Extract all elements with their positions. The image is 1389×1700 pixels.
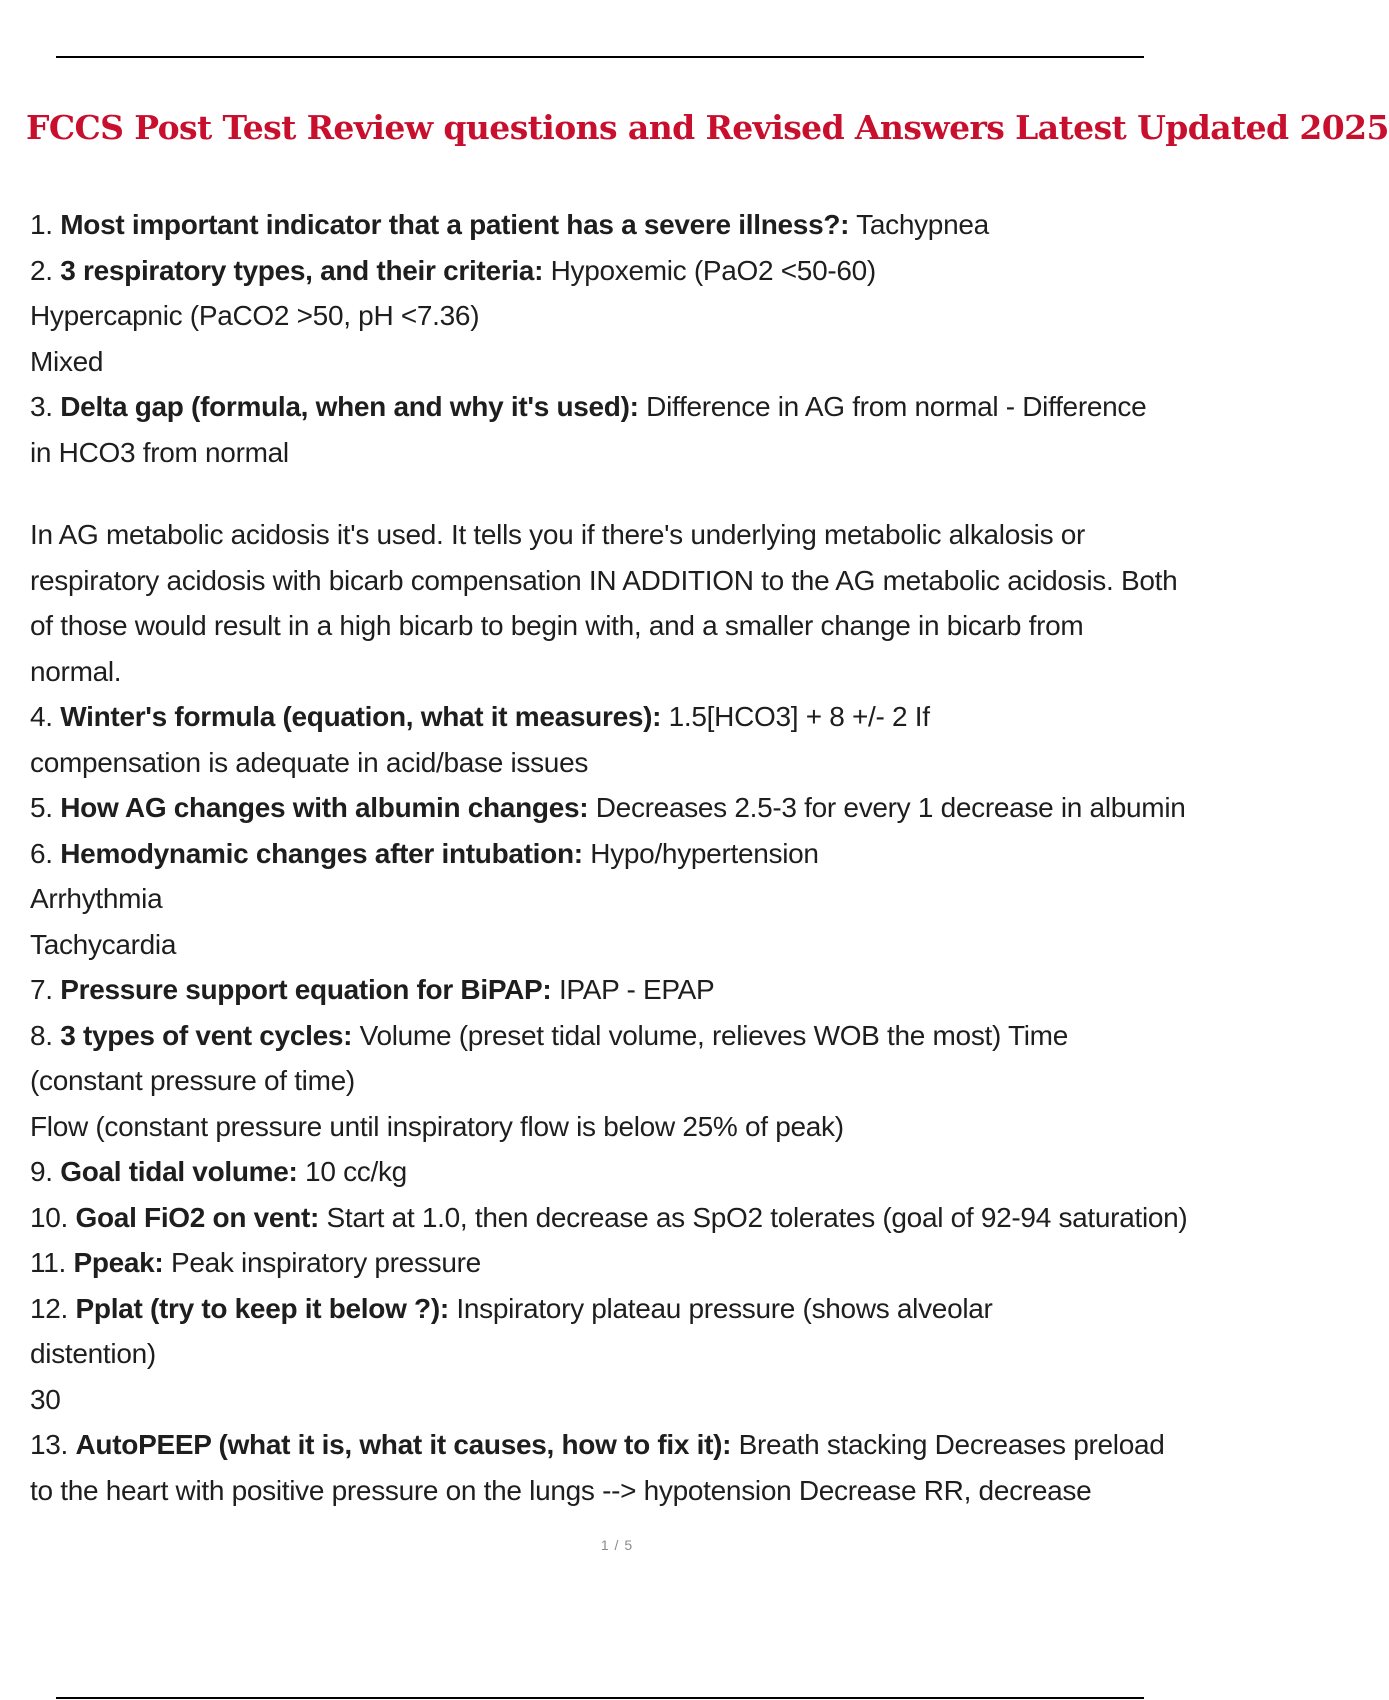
qa-item-5: [30, 785, 1200, 831]
qa-item-1: [30, 202, 1200, 248]
question: 3 respiratory types, and their criteria:: [60, 254, 544, 286]
answer: Difference in AG from normal - Difference: [646, 391, 1147, 422]
answer: Hypoxemic (PaO2 <50-60): [550, 254, 876, 286]
qa-item-2: [30, 248, 1200, 294]
answer-line: normal.: [30, 655, 122, 687]
answer-line: 30: [30, 1383, 61, 1415]
answer-line: of those would result in a high bicarb to begin with, and a smaller change in bicarb from: [30, 610, 1084, 641]
item-number: 4.: [30, 701, 53, 732]
qa-item-11: [30, 1240, 1200, 1286]
question: AutoPEEP (what it is, what it causes, how to fix it):: [75, 1429, 732, 1460]
qa-item-7: [30, 967, 1200, 1013]
answer: IPAP - EPAP: [558, 974, 715, 1005]
qa-item-12: [30, 1286, 1200, 1332]
bottom-rule: [56, 1697, 1144, 1699]
answer-line: In AG metabolic acidosis it's used. It tells you if there's underlying metabolic alkalosis or: [30, 519, 1086, 550]
question: Goal tidal volume:: [60, 1156, 298, 1187]
question: Goal FiO2 on vent:: [75, 1201, 320, 1233]
answer-line: Tachycardia: [30, 928, 177, 960]
answer-line: in HCO3 from normal: [30, 436, 289, 468]
answer-line: Hypercapnic (PaCO2 >50, pH <7.36): [30, 300, 480, 331]
answer-line: compensation is adequate in acid/base issues: [30, 746, 589, 778]
page-number: 1 / 5: [600, 1537, 634, 1553]
answer: Start at 1.0, then decrease as SpO2 tolerates (goal of 92-94 saturation): [326, 1201, 1188, 1233]
top-rule: [56, 56, 1144, 58]
qa-item-13: [30, 1422, 1200, 1468]
question: Pplat (try to keep it below ?):: [75, 1292, 449, 1324]
answer-line: Mixed: [30, 345, 104, 377]
answer-line: Arrhythmia: [30, 883, 163, 914]
answer-line: respiratory acidosis with bicarb compensation IN ADDITION to the AG metabolic acidosis. Both: [30, 564, 1178, 596]
answer: Decreases 2.5-3 for every 1 decrease in albumin: [595, 792, 1186, 823]
item-number: 12.: [30, 1292, 69, 1324]
qa-item-10: [30, 1195, 1200, 1241]
answer: Peak inspiratory pressure: [170, 1247, 481, 1278]
item-number: 7.: [30, 974, 53, 1005]
answer-line: distention): [30, 1338, 156, 1369]
answer: Breath stacking Decreases preload: [738, 1429, 1165, 1460]
answer: 10 cc/kg: [305, 1156, 407, 1187]
qa-item-9: [30, 1149, 1200, 1195]
answer-line: Flow (constant pressure until inspiratory flow is below 25% of peak): [30, 1110, 844, 1142]
answer: Volume (preset tidal volume, relieves WOB the most) Time: [359, 1019, 1068, 1051]
item-number: 10.: [30, 1201, 69, 1233]
paragraph-gap: [30, 475, 1200, 512]
question: Most important indicator that a patient has a severe illness?:: [60, 209, 850, 240]
question: Delta gap (formula, when and why it's used):: [60, 391, 639, 422]
qa-item-4: [30, 694, 1200, 740]
item-number: 11.: [30, 1247, 66, 1278]
item-number: 6.: [30, 837, 53, 869]
question: Ppeak:: [73, 1247, 164, 1278]
answer: 1.5[HCO3] + 8 +/- 2 If: [668, 701, 930, 732]
answer: Tachypnea: [856, 209, 989, 240]
item-number: 1.: [30, 209, 53, 240]
item-number: 2.: [30, 254, 53, 286]
item-number: 5.: [30, 792, 53, 823]
question: 3 types of vent cycles:: [60, 1019, 353, 1051]
document-title: FCCS Post Test Review questions and Revised Answers Latest Updated 2025: [26, 108, 1389, 147]
item-number: 13.: [30, 1429, 69, 1460]
answer-line: (constant pressure of time): [30, 1065, 355, 1096]
question: Winter's formula (equation, what it measures):: [60, 701, 662, 732]
answer: Hypo/hypertension: [590, 837, 819, 869]
question: How AG changes with albumin changes:: [60, 792, 589, 823]
item-number: 8.: [30, 1019, 53, 1051]
document-body: [30, 202, 1200, 1513]
answer-line: to the heart with positive pressure on the lungs --> hypotension Decrease RR, decrease: [30, 1474, 1092, 1506]
answer: Inspiratory plateau pressure (shows alveolar: [456, 1292, 993, 1324]
question: Hemodynamic changes after intubation:: [60, 837, 583, 869]
qa-item-8: [30, 1013, 1200, 1059]
question: Pressure support equation for BiPAP:: [60, 974, 552, 1005]
qa-item-3: [30, 384, 1200, 430]
qa-item-6: [30, 831, 1200, 877]
item-number: 3.: [30, 391, 53, 422]
item-number: 9.: [30, 1156, 53, 1187]
